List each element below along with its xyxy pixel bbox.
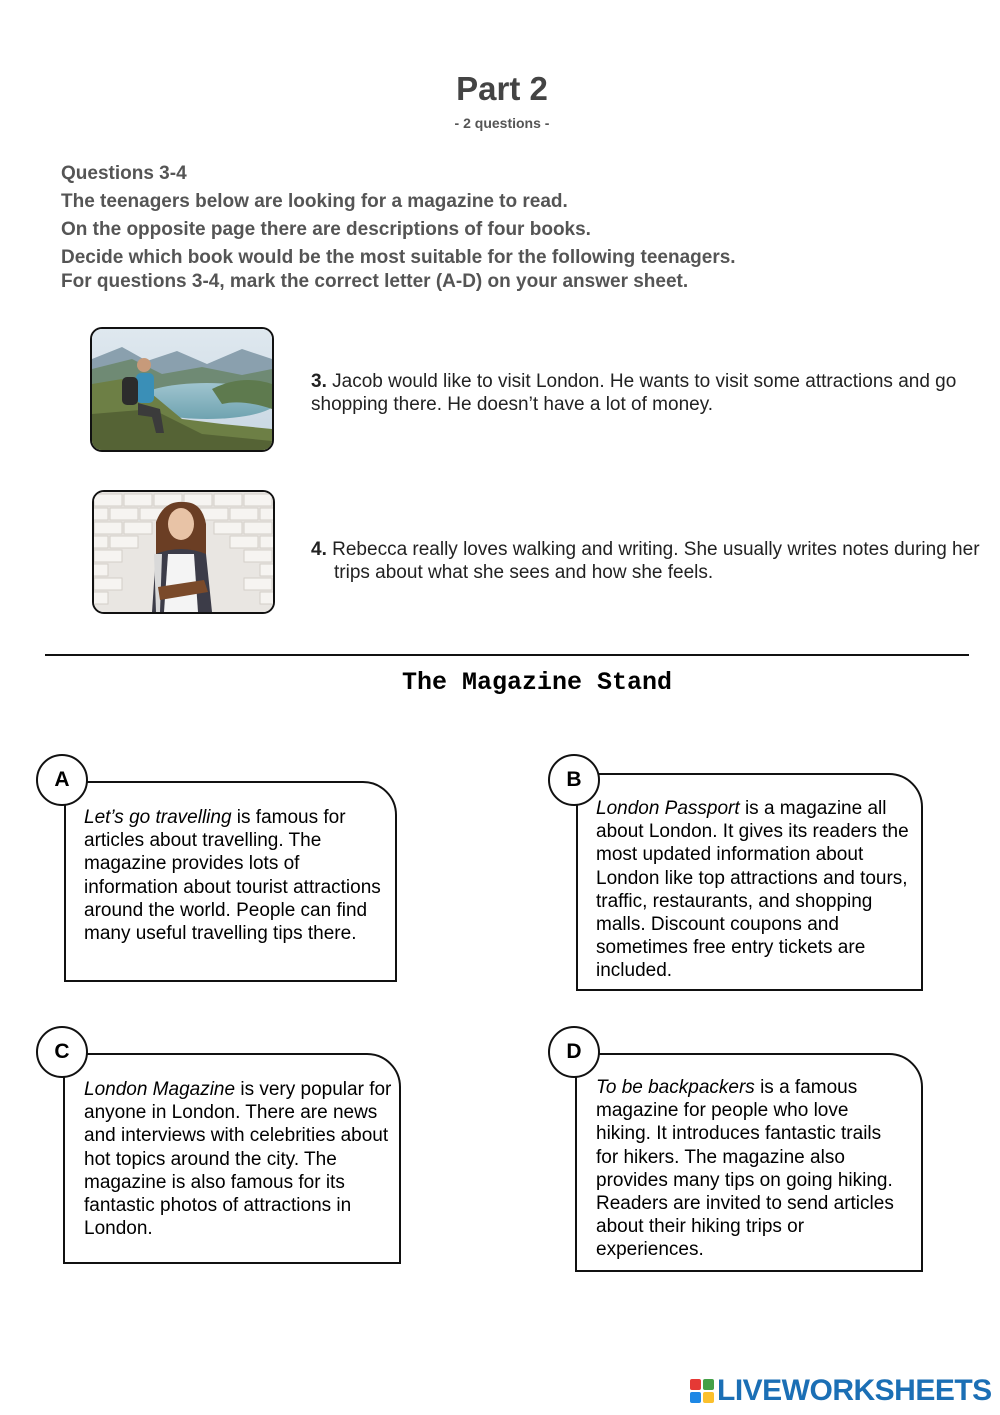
option-c-circle [36,1026,88,1078]
logo-blocks-icon [690,1379,714,1403]
instruction-line: On the opposite page there are descriptions of four books. [61,219,591,240]
option-a-letter: A [54,768,70,791]
magazine-d-title: To be backpackers [596,1077,755,1098]
question-text: Jacob would like to visit London. He wants to visit some attractions and go shopping there. He doesn’t have a lot of money. [311,371,957,415]
magazine-b-description [596,797,911,983]
magazine-b-title: London Passport [596,798,740,819]
option-b-letter: B [566,768,582,791]
question-3 [311,370,981,416]
liveworksheets-logo [690,1374,992,1408]
magazine-c-description [84,1078,396,1240]
logo-block [690,1392,701,1403]
logo-text: LIVEWORKSHEETS [717,1374,992,1407]
question-number: 3. [311,371,327,392]
question-4 [311,538,994,584]
option-d-letter: D [566,1040,582,1063]
section-title: The Magazine Stand [401,668,673,697]
instruction-line: For questions 3-4, mark the correct letter (A-D) on your answer sheet. [61,271,689,292]
magazine-a-title: Let’s go travelling [84,807,232,828]
magazine-c-text: is very popular for anyone in London. There are news and interviews with celebrities about hot topics around the city. The magazine is also famous for its fantastic photos of attractions in London. [84,1079,392,1240]
page-subtitle: - 2 questions - [454,115,550,131]
hiker-by-lake-photo [90,327,274,452]
instruction-line: The teenagers below are looking for a magazine to read. [61,191,568,212]
instruction-line: Decide which book would be the most suitable for the following teenagers. [61,247,736,268]
logo-block [703,1379,714,1390]
question-number: 4. [311,539,327,560]
logo-block [703,1392,714,1403]
magazine-d-text: is a famous magazine for people who love hiking. It introduces fantastic trails for hikers. The magazine also provides many tips on going hiking. Readers are invited to send articles about their hiking trips or experiences. [596,1077,894,1261]
magazine-c-title: London Magazine [84,1079,236,1100]
logo-block [690,1379,701,1390]
magazine-d-description [596,1076,901,1262]
magazine-b-text: is a magazine all about London. It gives its readers the most updated information about London like top attractions and tours, traffic, restaurants, and shopping malls. Discount coupons and sometimes free entry tickets are included. [596,798,909,982]
option-d-circle [548,1026,600,1078]
option-a-circle [36,754,88,806]
magazine-a-text: is famous for articles about travelling. The magazine provides lots of information about tourist attractions around the world. People can find many useful travelling tips there. [84,807,381,945]
question-text: Rebecca really loves walking and writing. She usually writes notes during her trips about what she sees and how she feels. [332,539,980,583]
option-c-letter: C [54,1040,70,1063]
option-b-circle [548,754,600,806]
instruction-heading: Questions 3-4 [61,163,187,184]
girl-reading-photo [92,490,275,614]
page-title: Part 2 [456,70,548,107]
section-divider [45,654,969,656]
magazine-a-description [84,806,384,945]
